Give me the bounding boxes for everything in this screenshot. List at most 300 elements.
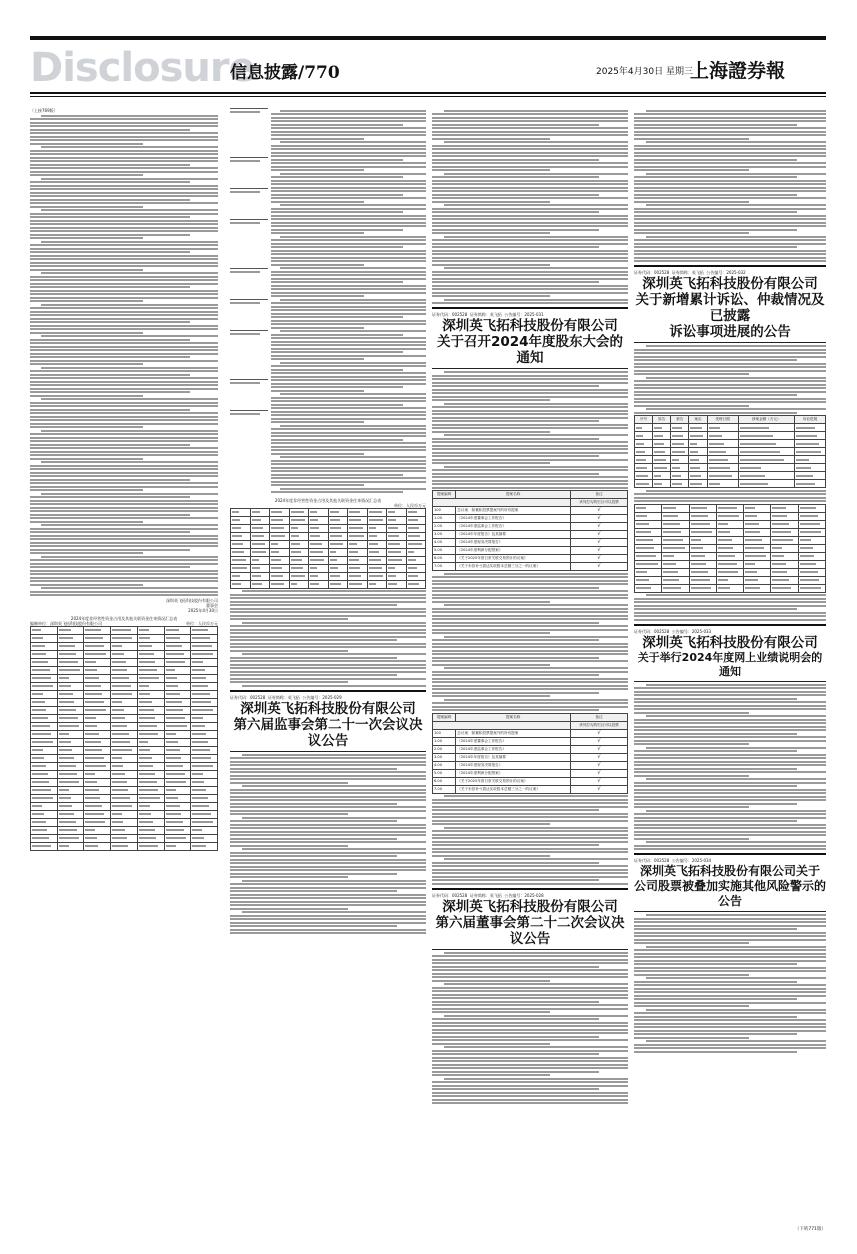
- text-line: [432, 1057, 628, 1059]
- table-cell: [406, 556, 426, 564]
- table-cell: [111, 722, 138, 730]
- text-line: [30, 167, 218, 169]
- text-line: [432, 448, 628, 450]
- text-line: [232, 575, 240, 577]
- table-cell: [707, 480, 738, 488]
- text-line: [646, 977, 826, 979]
- text-line: [30, 545, 218, 547]
- table-cell: [653, 432, 671, 440]
- text-line: [59, 669, 80, 671]
- proposal-code: 6.00: [433, 555, 456, 563]
- table-cell: [309, 556, 329, 564]
- text-line: [634, 988, 826, 990]
- text-line: [41, 335, 218, 337]
- text-line: [634, 176, 797, 178]
- text-line: [85, 677, 99, 679]
- text-line: [230, 681, 348, 683]
- text-line: [30, 118, 218, 120]
- text-line: [166, 637, 181, 639]
- text-line: [139, 701, 152, 703]
- table-row: [433, 555, 628, 563]
- table-cell: [164, 770, 191, 778]
- text-line: [634, 166, 826, 168]
- table-cell: [191, 746, 218, 754]
- text-line: [112, 685, 130, 687]
- text-line: [230, 883, 426, 885]
- text-line: [691, 555, 705, 557]
- table-header-cell: 该列打勾的栏目可以投票: [571, 499, 628, 507]
- text-line: [634, 813, 826, 815]
- table-cell: [795, 432, 826, 440]
- text-line: [59, 725, 80, 727]
- body-text-block: [432, 952, 628, 1105]
- table-cell: [111, 794, 138, 802]
- text-line: [634, 820, 797, 822]
- table-cell: [164, 666, 191, 674]
- text-line: [192, 717, 203, 719]
- table-cell: [635, 560, 662, 568]
- text-line: [85, 645, 104, 647]
- table-cell: [111, 698, 138, 706]
- table-cell: [137, 722, 164, 730]
- table-cell: [795, 464, 826, 472]
- table-cell: [367, 516, 387, 524]
- text-line: [30, 577, 218, 579]
- text-line: [192, 685, 208, 687]
- text-line: [280, 141, 426, 143]
- stock-code: 证券代码：002528: [432, 892, 468, 898]
- text-line: [634, 953, 826, 955]
- text-line: [271, 327, 364, 329]
- text-line: [432, 962, 628, 964]
- text-line: [192, 725, 204, 727]
- text-line: [432, 1043, 550, 1045]
- text-line: [230, 918, 426, 920]
- text-line: [30, 181, 190, 183]
- text-line: [388, 583, 397, 585]
- text-line: [280, 236, 426, 238]
- text-line: [772, 523, 789, 525]
- text-line: [745, 547, 764, 549]
- table-cell: [191, 658, 218, 666]
- text-line: [85, 669, 97, 671]
- text-line: [271, 390, 364, 392]
- text-line: [32, 709, 46, 711]
- table-cell: [689, 512, 716, 520]
- table-row: [31, 650, 218, 658]
- text-line: [432, 855, 550, 857]
- text-line: [230, 915, 426, 917]
- table-cell: [31, 802, 58, 810]
- table-cell: [84, 802, 111, 810]
- text-line: [230, 929, 426, 931]
- table-cell: [57, 738, 84, 746]
- text-line: [432, 872, 628, 874]
- table-row: [31, 682, 218, 690]
- text-line: [432, 622, 599, 624]
- text-line: [408, 511, 417, 513]
- text-line: [59, 837, 79, 839]
- text-line: [432, 1085, 628, 1087]
- text-line: [30, 496, 190, 498]
- table-cell: [84, 834, 111, 842]
- text-line: [242, 622, 426, 624]
- text-line: [59, 637, 73, 639]
- text-line: [30, 188, 218, 190]
- table-cell: [771, 528, 798, 536]
- text-line: [634, 352, 826, 354]
- table-cell: [738, 432, 795, 440]
- text-line: [271, 351, 403, 353]
- text-line: [432, 278, 628, 280]
- table-cell: [771, 512, 798, 520]
- text-line: [192, 653, 213, 655]
- table-cell: [367, 572, 387, 580]
- text-line: [30, 300, 143, 302]
- text-line: [691, 515, 709, 517]
- text-line: [30, 391, 190, 393]
- text-line: [230, 810, 426, 812]
- text-line: [271, 117, 426, 119]
- text-line: [634, 782, 826, 784]
- text-line: [691, 579, 710, 581]
- text-line: [634, 1044, 826, 1046]
- text-line: [59, 709, 76, 711]
- table-cell: [191, 770, 218, 778]
- table-row: [635, 472, 826, 480]
- page-footer: （下转771版）: [794, 1227, 826, 1232]
- text-line: [718, 587, 730, 589]
- text-line: [30, 521, 143, 523]
- text-line: [646, 946, 826, 948]
- proposal-code: 2.00: [433, 523, 456, 531]
- text-line: [740, 451, 781, 453]
- table-cell: [31, 746, 58, 754]
- text-line: [432, 653, 628, 655]
- text-line: [369, 575, 383, 577]
- text-line: [709, 459, 729, 461]
- text-line: [634, 363, 826, 365]
- headline-supervisory-company: 深圳英飞拓科技股份有限公司: [240, 700, 416, 717]
- text-line: [408, 575, 418, 577]
- text-line: [690, 435, 703, 437]
- text-line: [291, 527, 298, 529]
- table-cell: [328, 532, 348, 540]
- table-cell: [164, 802, 191, 810]
- text-line: [242, 911, 426, 913]
- text-line: [432, 611, 628, 613]
- table-cell: [707, 464, 738, 472]
- text-line: [634, 187, 826, 189]
- table-cell: [635, 552, 662, 560]
- text-line: [646, 204, 826, 206]
- text-line: [30, 251, 190, 253]
- table-row: [31, 698, 218, 706]
- text-line: [230, 824, 426, 826]
- text-line: [30, 122, 218, 124]
- table-row: [231, 524, 426, 532]
- table-cell: [137, 714, 164, 722]
- table-row: [31, 658, 218, 666]
- text-line: [230, 674, 397, 676]
- text-line: [444, 236, 628, 238]
- text-line: [634, 394, 797, 396]
- text-line: [636, 587, 651, 589]
- text-line: [112, 629, 131, 631]
- table-cell: [270, 540, 290, 548]
- text-line: [30, 332, 143, 334]
- agm-proposal-table: [432, 490, 628, 571]
- table-row: [31, 730, 218, 738]
- text-line: [271, 365, 426, 367]
- text-line: [654, 427, 662, 429]
- table-cell: [137, 802, 164, 810]
- text-line: [85, 821, 105, 823]
- text-line: [192, 789, 206, 791]
- text-line: [709, 427, 721, 429]
- table-cell: [328, 516, 348, 524]
- proposal-code: 4.00: [433, 539, 456, 547]
- table-header-cell: 被告: [671, 416, 689, 424]
- table-row: [31, 794, 218, 802]
- text-line: [432, 389, 628, 391]
- text-line: [634, 619, 826, 621]
- text-line: [30, 325, 218, 327]
- table-cell: [635, 584, 662, 592]
- text-line: [444, 1078, 628, 1080]
- vote-check: √: [571, 745, 628, 753]
- text-line: [139, 629, 149, 631]
- table-cell: [689, 584, 716, 592]
- text-line: [432, 702, 628, 704]
- text-line: [32, 685, 53, 687]
- table-row: [231, 572, 426, 580]
- text-line: [634, 608, 797, 610]
- text-line: [349, 567, 360, 569]
- text-line: [242, 685, 426, 687]
- text-line: [166, 661, 186, 663]
- text-line: [271, 138, 364, 140]
- text-line: [192, 821, 212, 823]
- text-line: [271, 250, 426, 252]
- table-cell: [137, 682, 164, 690]
- text-line: [432, 427, 628, 429]
- text-line: [232, 583, 241, 585]
- text-line: [112, 749, 132, 751]
- vote-check: √: [571, 761, 628, 769]
- table-row: [31, 786, 218, 794]
- text-line: [432, 1088, 599, 1090]
- text-line: [634, 215, 826, 217]
- text-line: [349, 527, 363, 529]
- text-line: [432, 392, 628, 394]
- text-line: [85, 709, 105, 711]
- text-line: [432, 657, 599, 659]
- table-cell: [250, 580, 270, 588]
- table-cell: [191, 778, 218, 786]
- text-line: [796, 435, 817, 437]
- text-line: [432, 260, 628, 262]
- table-cell: [84, 730, 111, 738]
- headline-supervisory-title: 第六届监事会第二十一次会议决议公告: [233, 716, 423, 749]
- table-cell: [137, 626, 164, 634]
- text-line: [271, 439, 403, 441]
- text-line: [30, 143, 143, 145]
- table-cell: [795, 448, 826, 456]
- text-line: [636, 531, 651, 533]
- text-line: [432, 590, 628, 592]
- proposal-name: 《2024年度董事会工作报告》: [456, 515, 571, 523]
- text-line: [85, 661, 95, 663]
- vote-check: √: [571, 777, 628, 785]
- proposal-name: 总议案：除累积投票提案外的所有提案: [456, 729, 571, 737]
- text-line: [690, 443, 697, 445]
- text-line: [646, 377, 826, 379]
- text-line: [663, 531, 681, 533]
- text-line: [388, 575, 396, 577]
- table-row: [231, 564, 426, 572]
- table-cell: [164, 746, 191, 754]
- table-cell: [798, 584, 825, 592]
- text-line: [636, 475, 648, 477]
- text-line: [230, 601, 426, 603]
- text-line: [634, 708, 826, 710]
- text-line: [112, 813, 121, 815]
- text-line: [432, 1001, 599, 1003]
- text-line: [369, 535, 378, 537]
- text-line: [41, 178, 218, 180]
- table-cell: [328, 508, 348, 516]
- text-line: [271, 232, 364, 234]
- text-line: [32, 693, 43, 695]
- table-cell: [744, 512, 771, 520]
- text-line: [718, 571, 739, 573]
- text-line: [432, 816, 628, 818]
- text-line: [634, 963, 797, 965]
- text-line: [192, 701, 211, 703]
- text-line: [432, 587, 599, 589]
- table-cell: [191, 674, 218, 682]
- table-cell: [231, 540, 251, 548]
- text-line: [41, 304, 218, 306]
- table-cell: [738, 472, 795, 480]
- side-label-cell: [230, 108, 268, 157]
- table-cell: [84, 794, 111, 802]
- text-line: [330, 543, 344, 545]
- table-cell: [137, 786, 164, 794]
- table-cell: [270, 516, 290, 524]
- table-cell: [662, 544, 689, 552]
- table-row: [635, 576, 826, 584]
- text-line: [166, 765, 184, 767]
- table-header-row: [433, 491, 628, 499]
- text-line: [271, 159, 403, 161]
- text-line: [432, 1092, 628, 1094]
- table-row: [433, 737, 628, 745]
- text-line: [634, 803, 797, 805]
- text-line: [634, 831, 826, 833]
- text-line: [30, 230, 218, 232]
- table-cell: [191, 722, 218, 730]
- text-line: [192, 629, 208, 631]
- text-line: [85, 629, 101, 631]
- text-line: [634, 1026, 826, 1028]
- text-line: [432, 1074, 550, 1076]
- table-cell: [31, 754, 58, 762]
- text-line: [32, 757, 44, 759]
- text-line: [634, 932, 826, 934]
- text-line: [271, 477, 426, 479]
- table-cell: [309, 564, 329, 572]
- table-row: [635, 520, 826, 528]
- table-cell: [771, 544, 798, 552]
- table-header-row: [433, 499, 628, 507]
- text-line: [85, 813, 103, 815]
- text-line: [432, 618, 628, 620]
- text-line: [139, 693, 150, 695]
- text-line: [232, 567, 247, 569]
- text-line: [85, 733, 99, 735]
- text-line: [271, 120, 426, 122]
- table-cell: [348, 516, 368, 524]
- text-line: [646, 684, 826, 686]
- text-line: [432, 802, 628, 804]
- table-cell: [328, 556, 348, 564]
- table-cell: [744, 560, 771, 568]
- table-cell: [406, 524, 426, 532]
- text-line: [432, 848, 628, 850]
- table-header-cell: 序号: [635, 416, 653, 424]
- text-line: [634, 405, 749, 407]
- table-cell: [84, 650, 111, 658]
- table-cell: [270, 524, 290, 532]
- headline-litigation-company: 深圳英飞拓科技股份有限公司: [642, 276, 818, 292]
- text-line: [32, 733, 51, 735]
- text-line: [432, 639, 599, 641]
- table-cell: [798, 528, 825, 536]
- text-line: [432, 438, 599, 440]
- text-line: [30, 171, 218, 173]
- text-line: [271, 543, 278, 545]
- table-cell: [367, 580, 387, 588]
- table-cell: [671, 424, 689, 432]
- table-cell: [57, 690, 84, 698]
- headline-risk-title: 公司股票被叠加实施其他风险警示的公告: [634, 879, 826, 908]
- proposal-name: 《关于未弥补亏损达实收股本总额三分之一的议案》: [456, 785, 571, 793]
- text-line: [166, 629, 179, 631]
- text-line: [30, 160, 218, 162]
- text-line: [271, 295, 364, 297]
- text-line: [636, 459, 646, 461]
- text-line: [30, 594, 218, 596]
- headline-litigation-title: 关于新增累计诉讼、仲裁情况及已披露: [635, 292, 825, 324]
- text-line: [139, 749, 150, 751]
- table-cell: [309, 572, 329, 580]
- text-line: [634, 827, 826, 829]
- table-row: [231, 508, 426, 516]
- table-cell: [406, 580, 426, 588]
- table-cell: [84, 626, 111, 634]
- table-cell: [387, 540, 407, 548]
- text-line: [432, 830, 628, 832]
- text-line: [112, 765, 123, 767]
- table-cell: [191, 842, 218, 850]
- table-cell: [716, 584, 743, 592]
- text-line: [30, 500, 218, 502]
- text-line: [310, 551, 323, 553]
- text-line: [30, 566, 190, 568]
- text-line: [654, 443, 664, 445]
